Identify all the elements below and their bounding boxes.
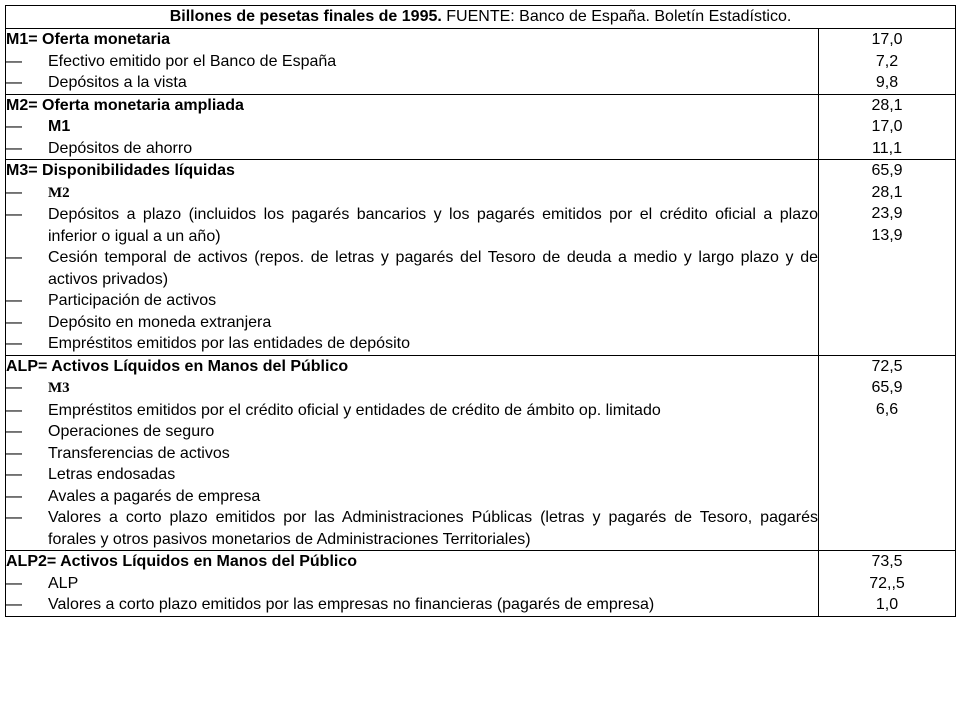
dash-bullet: — <box>6 466 22 483</box>
component-text: Valores a corto plazo emitidos por las empresas no financieras (pagarés de empresa) <box>48 596 655 613</box>
dash-bullet: — <box>6 183 22 201</box>
aggregate-description <box>6 355 819 551</box>
header-source: FUENTE: Banco de España. Boletín Estadístico. <box>446 8 792 25</box>
component-text: Participación de activos <box>48 292 217 309</box>
aggregate-total: 72,5 <box>871 357 903 375</box>
aggregate-values <box>819 355 956 551</box>
component-item <box>6 443 818 465</box>
aggregate-description <box>6 94 819 160</box>
component-item <box>6 72 818 94</box>
component-value: 7,2 <box>875 52 899 70</box>
aggregate-total: 28,1 <box>871 96 903 114</box>
dash-bullet: — <box>6 487 22 505</box>
component-value: 11,1 <box>872 139 902 157</box>
component-item <box>6 594 818 616</box>
component-text: Depósito en moneda extranjera <box>48 313 272 331</box>
aggregate-row-m2 <box>6 94 956 160</box>
aggregate-row-alp <box>6 355 956 551</box>
monetary-aggregates-table <box>5 5 956 617</box>
aggregate-values <box>819 551 956 617</box>
aggregate-title: M2= Oferta monetaria ampliada <box>6 96 244 114</box>
component-value: 17,0 <box>871 118 903 135</box>
dash-bullet: — <box>6 313 22 331</box>
table-header-cell <box>6 6 956 29</box>
aggregate-total: 17,0 <box>871 31 903 48</box>
component-text: Empréstitos emitidos por las entidades de depósito <box>48 335 410 352</box>
dash-bullet: — <box>6 139 22 157</box>
component-item <box>6 312 818 334</box>
dash-bullet: — <box>6 509 22 526</box>
component-item <box>6 116 818 138</box>
component-item <box>6 138 818 160</box>
aggregate-row-alp2 <box>6 551 956 617</box>
component-text: M3 <box>48 380 70 396</box>
component-text: M2 <box>48 184 70 201</box>
component-text: Depósitos de ahorro <box>48 139 193 157</box>
aggregate-title: M3= Disponibilidades líquidas <box>6 162 235 179</box>
component-text: Cesión temporal de activos (repos. de letras y pagarés del Tesoro de deuda a medio y largo plazo y de activos privados) <box>48 249 818 288</box>
dash-bullet: — <box>6 335 22 352</box>
component-item <box>6 51 818 73</box>
component-value: 65,9 <box>871 379 903 396</box>
aggregate-description <box>6 29 819 95</box>
component-value: 1,0 <box>875 596 899 613</box>
dash-bullet: — <box>6 118 22 135</box>
aggregate-total: 65,9 <box>871 162 903 179</box>
dash-bullet: — <box>6 249 22 266</box>
component-text: M1 <box>48 118 71 135</box>
component-item <box>6 573 818 595</box>
component-item <box>6 400 818 422</box>
component-value: 72,,5 <box>869 574 905 592</box>
aggregate-row-m3 <box>6 160 956 356</box>
dash-bullet: — <box>6 292 22 309</box>
component-text: Avales a pagarés de empresa <box>48 487 261 505</box>
dash-bullet: — <box>6 574 22 592</box>
aggregate-description <box>6 160 819 356</box>
dash-bullet: — <box>6 206 22 223</box>
component-item <box>6 182 818 205</box>
aggregate-description <box>6 551 819 617</box>
component-text: Depósitos a plazo (incluidos los pagarés bancarios y los pagarés emitidos por el crédito oficial a plazo inferior o igual a un año) <box>48 206 818 245</box>
dash-bullet: — <box>6 52 22 70</box>
component-item <box>6 247 818 290</box>
dash-bullet: — <box>6 74 22 91</box>
aggregate-title: M1= Oferta monetaria <box>6 31 171 48</box>
aggregate-values <box>819 94 956 160</box>
component-value: 28,1 <box>871 183 903 201</box>
component-item <box>6 290 818 312</box>
component-item <box>6 377 818 400</box>
component-text: Valores a corto plazo emitidos por las Administraciones Públicas (letras y pagarés de Tesoro, pagarés forales y otros pasivos monetarios de Administraciones Territoriales) <box>48 509 818 548</box>
aggregate-total: 73,5 <box>871 553 903 570</box>
component-text: Operaciones de seguro <box>48 423 215 440</box>
component-item <box>6 486 818 508</box>
dash-bullet: — <box>6 401 22 419</box>
component-value: 9,8 <box>875 74 899 91</box>
component-item <box>6 507 818 550</box>
component-text: Transferencias de activos <box>48 444 230 462</box>
component-value: 23,9 <box>871 205 903 222</box>
component-text: Efectivo emitido por el Banco de España <box>48 52 337 70</box>
aggregate-title: ALP= Activos Líquidos en Manos del Público <box>6 357 349 375</box>
aggregate-values <box>819 29 956 95</box>
component-item <box>6 333 818 355</box>
component-item <box>6 204 818 247</box>
dash-bullet: — <box>6 444 22 462</box>
component-item <box>6 421 818 443</box>
component-text: Empréstitos emitidos por el crédito oficial y entidades de crédito de ámbito op. limitado <box>48 401 661 419</box>
component-value: 6,6 <box>875 400 899 418</box>
header-units: Billones de pesetas finales de 1995. <box>169 8 442 25</box>
aggregate-values <box>819 160 956 356</box>
dash-bullet: — <box>6 596 22 613</box>
aggregate-title: ALP2= Activos Líquidos en Manos del Público <box>6 553 358 570</box>
component-text: Letras endosadas <box>48 466 176 483</box>
aggregate-row-m1 <box>6 29 956 95</box>
header-row <box>6 6 956 29</box>
component-text: ALP <box>48 574 79 592</box>
component-item <box>6 464 818 486</box>
dash-bullet: — <box>6 423 22 440</box>
dash-bullet: — <box>6 379 22 396</box>
component-value: 13,9 <box>871 226 903 244</box>
component-text: Depósitos a la vista <box>48 74 187 91</box>
